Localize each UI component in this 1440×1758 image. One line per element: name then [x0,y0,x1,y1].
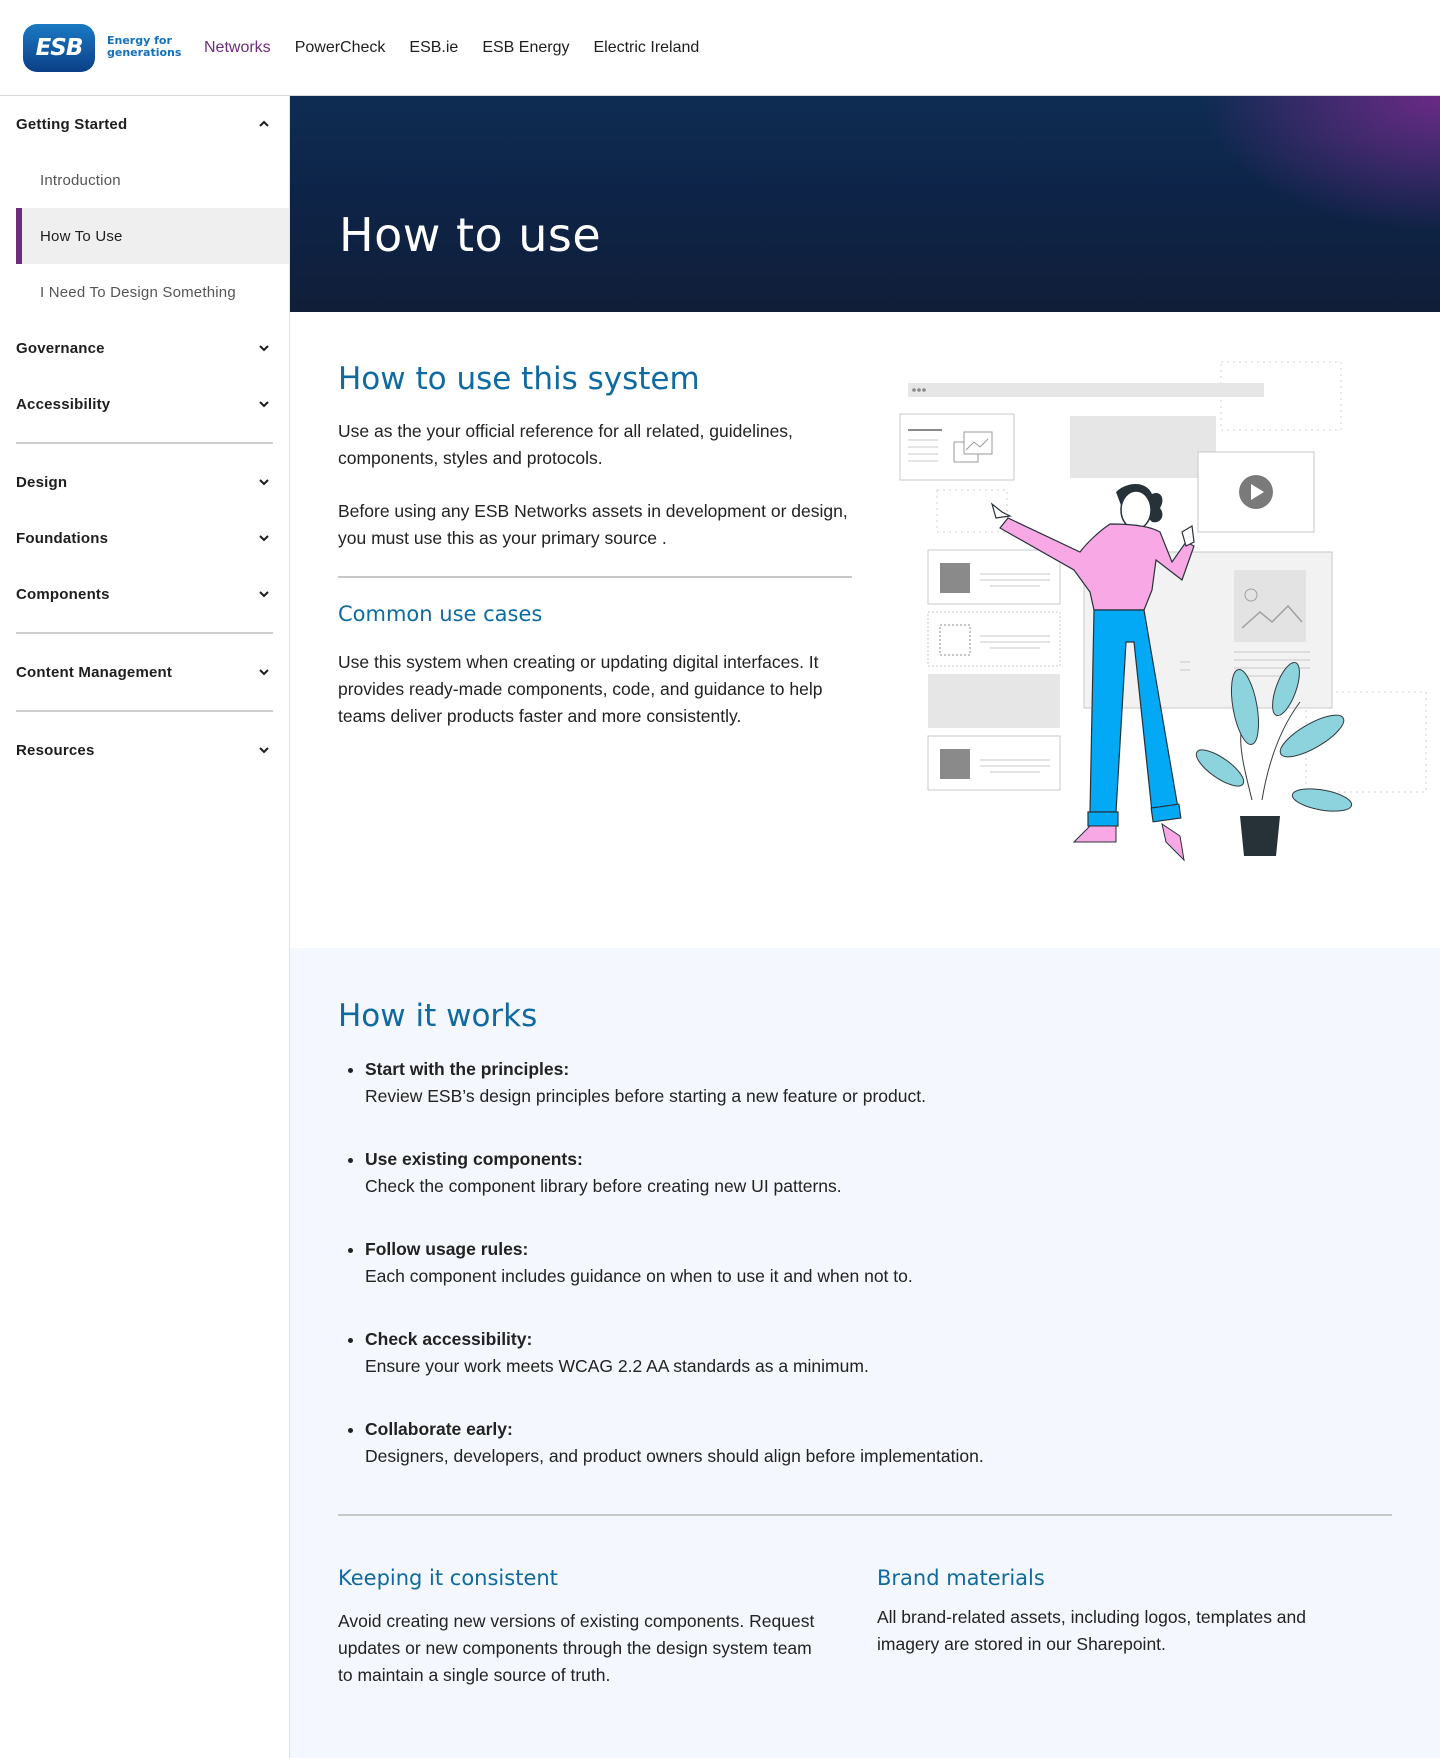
sidebar-group-accessibility[interactable] [0,376,289,432]
chevron-down-icon [256,474,272,490]
intro-paragraph-1: Use as the your official reference for all related, guidelines, components, styles and protocols. [338,421,793,468]
sidebar-group-getting-started[interactable] [0,96,289,152]
nav-electric-ireland[interactable]: Electric Ireland [593,39,700,56]
sidebar-group-label: Governance [16,339,105,357]
chevron-down-icon [256,586,272,602]
section-divider [338,1514,1392,1516]
list-item [338,1236,1238,1290]
list-item-desc: Review ESB’s design principles before starting a new feature or product. [365,1086,926,1106]
chevron-down-icon [256,742,272,758]
sidebar-group-label: Components [16,585,110,603]
chevron-down-icon [256,530,272,546]
list-item-desc: Ensure your work meets WCAG 2.2 AA standards as a minimum. [365,1356,869,1376]
top-header [0,0,1440,96]
esb-logo[interactable] [23,24,95,72]
list-item [338,1056,1238,1110]
sidebar-group-label: Accessibility [16,395,111,413]
how-it-works-heading: How it works [338,998,538,1034]
sidebar-divider [16,632,273,634]
sidebar [0,96,290,1758]
chevron-down-icon [256,340,272,356]
nav-powercheck[interactable]: PowerCheck [294,39,386,56]
top-nav [204,38,723,58]
keeping-consistent-block [338,1566,818,1689]
sidebar-group-components[interactable] [0,566,289,622]
sidebar-item-introduction[interactable]: Introduction [40,171,121,189]
sidebar-item-i-need-to-design[interactable]: I Need To Design Something [40,283,236,301]
how-it-works-list [338,1056,1238,1506]
sidebar-group-content-management[interactable] [0,644,289,700]
sidebar-group-governance[interactable] [0,320,289,376]
keeping-consistent-heading: Keeping it consistent [338,1566,558,1590]
list-item-label: Use existing components: [365,1149,583,1169]
intro-section [290,312,1440,948]
how-it-works-section [290,948,1440,1758]
list-item-desc: Each component includes guidance on when to use it and when not to. [365,1266,913,1286]
list-item [338,1326,1238,1380]
intro-heading: How to use this system [338,361,700,397]
list-item-desc: Designers, developers, and product owners should align before implementation. [365,1446,984,1466]
hero-banner [290,96,1440,312]
section-divider [338,576,852,578]
sidebar-group-label: Getting Started [16,115,128,133]
keeping-consistent-text: Avoid creating new versions of existing components. Request updates or new components through the design system team to maintain a single source of truth. [338,1611,815,1685]
logo-tagline: Energy for generations [107,34,182,59]
sidebar-group-label: Design [16,473,68,491]
sidebar-group-foundations[interactable] [0,510,289,566]
chevron-down-icon [256,664,272,680]
chevron-up-icon [256,116,272,132]
list-item-label: Start with the principles: [365,1059,570,1079]
logo-text: ESB [35,35,83,61]
sidebar-divider [16,442,273,444]
list-item [338,1416,1238,1470]
nav-networks[interactable]: Networks [204,39,271,56]
sidebar-divider [16,710,273,712]
sidebar-group-label: Foundations [16,529,109,547]
common-use-cases-heading: Common use cases [338,602,543,626]
brand-materials-block [877,1566,1357,1658]
page-title: How to use [339,208,602,262]
list-item-desc: Check the component library before creating new UI patterns. [365,1176,842,1196]
common-use-cases-text: Use this system when creating or updating digital interfaces. It provides ready-made components, code, and guidance to help teams deliver products faster and more consistently. [338,652,823,726]
list-item-label: Check accessibility: [365,1329,533,1349]
nav-esb-energy[interactable]: ESB Energy [482,39,570,56]
woman-with-ui-illustration [890,312,1430,912]
list-item-label: Collaborate early: [365,1419,513,1439]
sidebar-item-how-to-use[interactable]: How To Use [16,208,289,264]
brand-materials-heading: Brand materials [877,1566,1045,1590]
sidebar-group-design[interactable] [0,454,289,510]
brand-materials-text: All brand-related assets, including logos, templates and imagery are stored in our Sharepoint. [877,1607,1306,1654]
list-item [338,1146,1238,1200]
chevron-down-icon [256,396,272,412]
nav-esb-ie[interactable]: ESB.ie [409,39,459,56]
sidebar-group-label: Resources [16,741,95,759]
sidebar-group-label: Content Management [16,663,173,681]
sidebar-group-resources[interactable] [0,722,289,778]
list-item-label: Follow usage rules: [365,1239,529,1259]
intro-paragraph-2: Before using any ESB Networks assets in development or design, you must use this as your primary source . [338,501,848,548]
